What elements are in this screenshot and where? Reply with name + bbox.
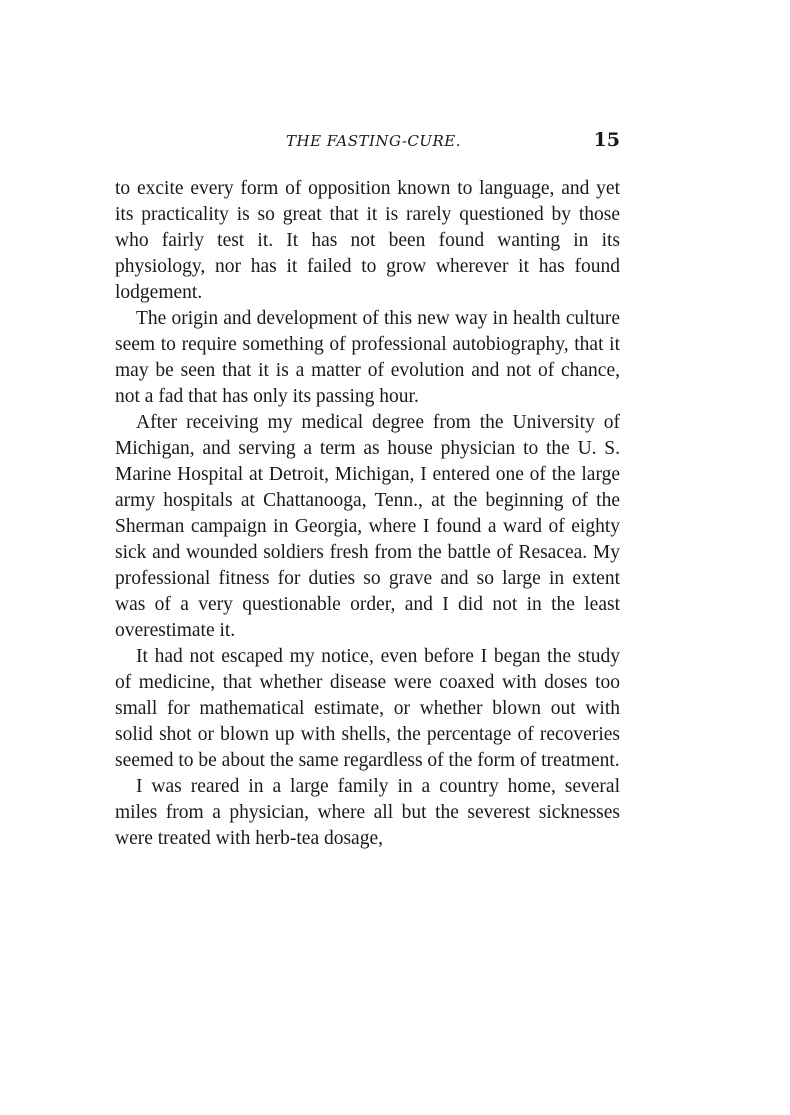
page-number: 15 (593, 129, 620, 151)
paragraph-recoveries: It had not escaped my notice, even before I began the study of medicine, that whether disease were coaxed with doses too small for mathematical estimate, or whether blown out with solid shot or blown up with shells, the percentage of recoveries seemed to be about the same regardless of the form of treatment. (115, 646, 620, 771)
running-title: THE FASTING-CURE. (285, 132, 462, 150)
paragraph-continuation: to excite every form of opposition known to language, and yet its practicality is so great that it is rarely questioned by those who fairly test it. It has not been found wanting in its physiology, nor has it failed to grow wherever it has found lodgement. (115, 178, 620, 303)
body-text (115, 176, 620, 852)
running-head (115, 129, 620, 156)
paragraph-origin: The origin and development of this new way in health culture seem to require something of professional autobiography, that it may be seen that it is a matter of evolution and not of chance, not a fad that has only its passing hour. (115, 308, 620, 407)
paragraph-country-home: I was reared in a large family in a country home, several miles from a physician, where all but the severest sicknesses were treated with herb-tea dosage, (115, 776, 620, 849)
paragraph-medical-degree: After receiving my medical degree from the University of Michigan, and serving a term as house physician to the U. S. Marine Hospital at Detroit, Michigan, I entered one of the large army hospitals at Chattanooga, Tenn., at the beginning of the Sherman campaign in Georgia, where I found a ward of eighty sick and wounded soldiers fresh from the battle of Resacea. My professional fitness for duties so grave and so large in extent was of a very questionable order, and I did not in the least overestimate it. (115, 412, 620, 641)
